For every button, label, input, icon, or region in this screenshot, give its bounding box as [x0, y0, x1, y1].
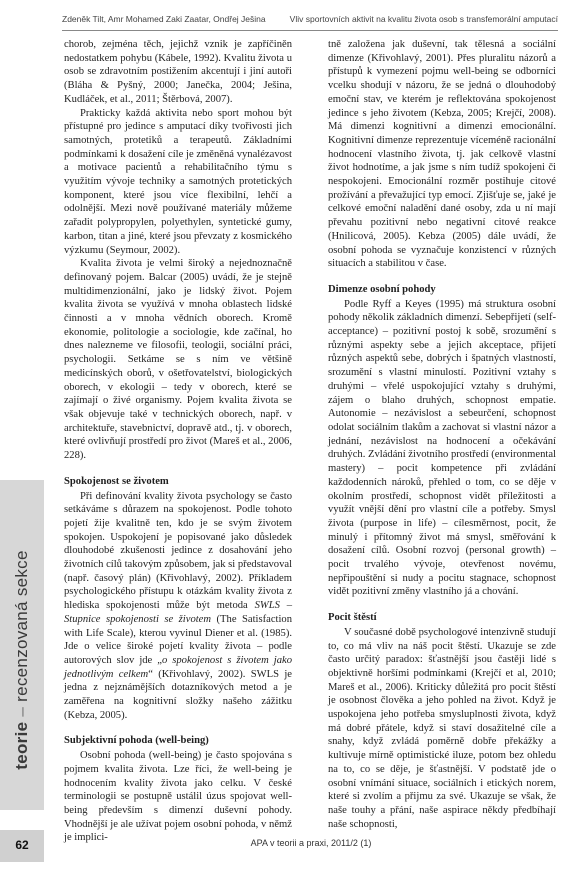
- paragraph: tně založena jak duševní, tak tělesná a sociální dimenze (Křivohlavý, 2001). Přes pluralitu názorů a přístupů k vymezení pojmu well-being se odborníci vcelku shodují v názoru, že se jedná o dlouhodobý emoční stav, ve kterém je reflektována spokojenost jedince s jeho životem (Kebza, 2005; Krejčí, 2008). Má dimenzi kognitivní a dimenzi emocionální. Kognitivní dimenze reprezentuje víceméně racionální hodnocení vlastního života, tj. jak celkově vlastní život hodnotíme, a jak jsme s ním tudíž spokojeni či nespokojeni. Emocionální rozměr postihuje citové prožívání a převažující typ emocí. Zjišťuje se, jaké je celkové emoční naladění dané osoby, zda u ní mají převahu pozitivní nebo negativní citové reakce (Hnilicová, 2005). Kebza (2005) dále uvádí, že osobní pohoda se vyznačuje konzistencí v různých situacích a stabilitou v čase.: [328, 39, 556, 270]
- section-label-part2: recenzovaná sekce: [12, 550, 31, 702]
- section-label-part1: teorie: [12, 721, 31, 770]
- section-label: [12, 550, 32, 769]
- paragraph: Při definování kvality života psychology se často setkáváme s důrazem na spokojenost. Podle tohoto pojetí žije kvalitně ten, kdo je se svým životem spokojen. Uspokojení je popisované jako důsledek dlouhodobé zkušenosti jedince z dosahování jeho životních cílů takovým způsobem, jak si představoval (např. časový plán) (Křivohlavý, 2002). Příkladem psychologického přístupu k otázkám kvality života z hlediska spokojenosti může být metoda SWLS – Stupnice spokojenosti se životem (The Satisfaction with Life Scale), kterou vyvinul Diener et al. (1985). Jde o velice široké pojetí kvality života – podle autorových slov jde „o spokojenost s životem jako jednotlivým celkem“ (Křivohlavý, 2002). SWLS je jedna z nejznámějších dotazníkových metod a je zaměřena na kognitivní složky našeho zážitku (Kebza, 2005).: [64, 490, 293, 721]
- section-heading: Spokojenost se životem: [64, 475, 169, 487]
- running-header: [62, 14, 558, 28]
- text-column-right: [328, 38, 556, 831]
- paragraph: Osobní pohoda (well-being) je často spojována s pojmem kvalita života. Lze říci, že well-being je hodnocením kvality života jako celku. V české terminologii se postupně ustálil úzus spojovat well-being především s dimenzí duševní pohody. Vhodnější je ale užívat pojem osobní pohoda, v němž je implici-: [64, 750, 292, 844]
- section-label-separator: –: [12, 701, 31, 722]
- page-number: 62: [15, 838, 29, 852]
- header-divider: [62, 30, 558, 31]
- header-authors: Zdeněk Tilt, Amr Mohamed Zaki Zaatar, Ondřej Ješina: [62, 14, 266, 24]
- header-article-title: Vliv sportovních aktivit na kvalitu života osob s transfemorální amputací: [289, 14, 558, 24]
- footer-journal: APA v teorii a praxi, 2011/2 (1): [250, 838, 372, 848]
- paragraph: Podle Ryff a Keyes (1995) má struktura osobní pohody několik základních dimenzí. Sebepřijetí (self-acceptance) – pozitivní postoj k sobě, srozumění s různými aspekty sebe a jejich akceptace, přijetí různých aspektů sebe, dobrých i špatných vlastností, srozumění s vlastní minulostí. Pozitivní vztahy s druhými – vřelé uspokojující vztahy s druhými, zájem o blaho druhých, schopnost empatie. Autonomie – nezávislost a sebeurčení, schopnost odolat sociálním tlakům a zachovat si vlastní názor a jednání, nezávislost na hodnocení a očekávání druhých. Zvládání životního prostředí (environmental mastery) – pocit kompetence při zvládání každodenních nároků, přehled o tom, co se děje v okolním prostředí, schopnost vidět příležitosti a využít vnější dění pro vlastní cíle a potřeby. Smysl života (purpose in life) – cílesměrnost, pocit, že minulý i přítomný život má smysl, směřování k dosažení cílů. Osobní rozvoj (personal growth) – pocit trvalého vývoje, otevřenost novému, nepřipouštění si nudy a pocitu stagnace, schopnost vidět pozitivní změny vlastního já a chování.: [328, 298, 556, 598]
- section-heading: Subjektivní pohoda (well-being): [64, 735, 209, 747]
- section-heading: Pocit štěstí: [328, 612, 377, 624]
- section-heading: Dimenze osobní pohody: [328, 283, 436, 295]
- text-column-left: [64, 38, 292, 845]
- paragraph: chorob, zejména těch, jejichž vznik je zapříčiněn nedostatkem pohybu (Kábele, 1992). Kvalitu života u osob se zdravotním postižením akcentují i jiní autoři (Bláha & Pyšný, 2000; Janečka, 2004; Ješina, Kudláček, et al., 2011; Štěrbová, 2007).: [64, 39, 292, 105]
- paragraph: Prakticky každá aktivita nebo sport mohou být přístupné pro jedince s amputací díky tvořivosti jich samotných, protetiků a terapeutů. Základními podmínkami k dosažení cíle je změněná vynalézavost a motivace pacientů a rehabilitačního týmu s využitím vývoje techniky a samotných protetických komponent, které jsou více flexibilní, lehčí a odolnější. Mezi nově používané materiály můžeme zařadit polypropylen, polyethylen, syntetické gumy, karbon, titan a jiné, které jsou převzaty z kosmického výzkumu (Seymour, 2002).: [64, 107, 292, 256]
- paragraph: V současné době psychologové intenzivně studují to, co má vliv na náš pocit štěstí. Ukazuje se zde často určitý paradox: šťastnější jsou častěji lidé s objektivně horšími podmínkami (Krejčí et al, 2010; Mareš et al., 2006). Kriticky důležitá pro pocit štěstí je osobnost člověka a jeho pohled na život. Když je uspokojena jeho potřeba smysluplnosti života, když má dobré přátele, když si staví dosažitelné cíle a snahy, když zvládá poměrně dobře překážky a kultivuje mírně optimistické iluze, potom bez ohledu na to, co se děje, je šťastnější. V podstatě jde o osobní vnímání situace, sociálních i etických norem, které si zvolím a přijmu za své. Ukazuje se však, že naše touhy a přání, naše aspirace někdy předbíhají naše schopnosti,: [328, 626, 556, 830]
- paragraph: Kvalita života je velmi široký a nejednoznačně definovaný pojem. Balcar (2005) uvádí, že je stejně multidimenzionální, jako je lidský život. Pojem kvalita života se využívá v mnoha oblastech lidské činnosti a v mnoha vědních oborech. Kromě ekonomie, politologie a sociologie, kde začínal, ho dnes nalezneme ve filosofii, teologii, sociální práci, psychologii. Setkáme se s ním ve většině medicínských oborů, v ošetřovatelství, biologických oborech, v ekologii – tedy v oborech, které se zajímají o živé organismy. Pojem kvalita života se však objevuje také v technických oborech, např. v architektuře, stavebnictví, dopravě atd., tj. v oborech, které ovlivňují prostředí pro život (Mareš et al., 2006, 228).: [64, 258, 293, 462]
